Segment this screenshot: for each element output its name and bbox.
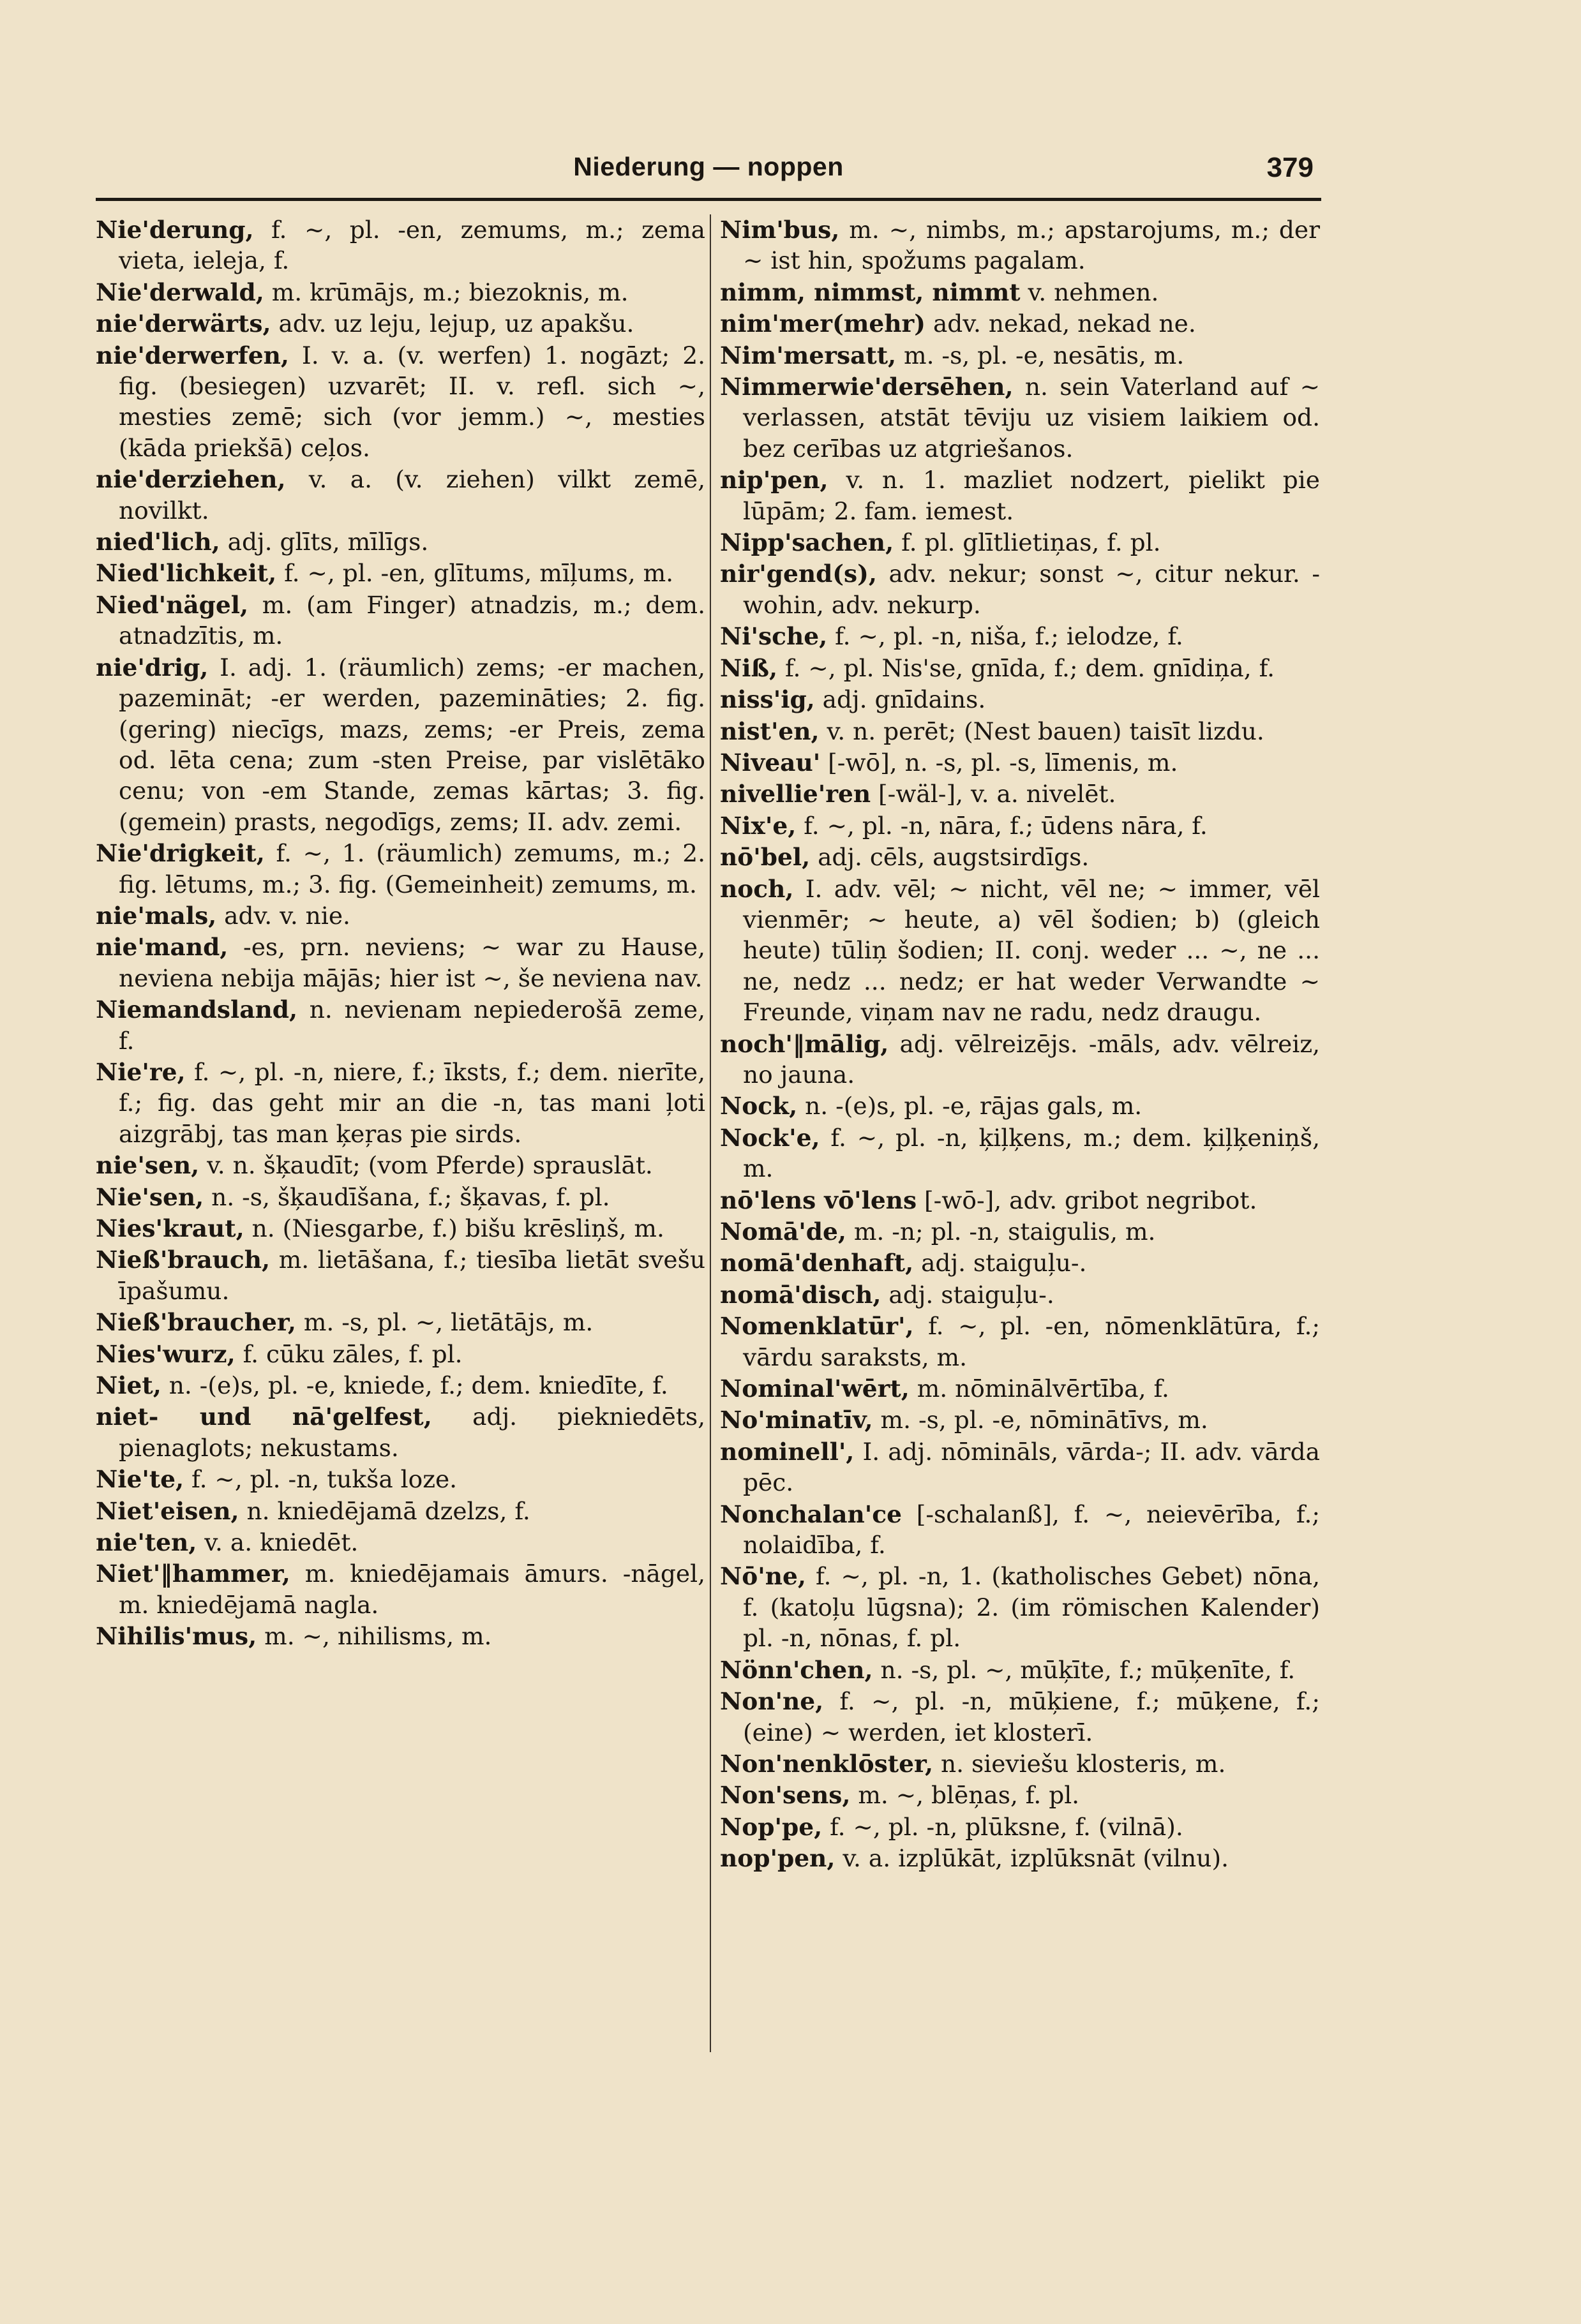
entry-headword: nie'derziehen,	[96, 465, 286, 494]
entry-headword: nomā'disch,	[720, 1280, 881, 1309]
entry-definition: adj. gnīdains.	[822, 685, 986, 714]
dictionary-entry	[96, 590, 705, 652]
right-column	[720, 214, 1320, 1875]
entry-definition: f. ~, pl. -n, ķiļķens, m.; dem. ķiļķeniņš, m.	[743, 1123, 1320, 1183]
entry-headword: nie'drig,	[96, 653, 209, 682]
entry-definition: v. n. 1. mazliet nodzert, pielikt pie lūpām; 2. fam. iemest.	[743, 466, 1320, 525]
entry-headword: Niet,	[96, 1371, 161, 1400]
entry-definition: m. kniedējamais āmurs. -nāgel, m. kniedējamā nagla.	[119, 1560, 705, 1619]
dictionary-entry	[96, 994, 705, 1056]
entry-headword: nie'ten,	[96, 1528, 197, 1557]
dictionary-entry	[720, 465, 1320, 526]
entry-headword: Nominal'wērt,	[720, 1374, 910, 1403]
entry-headword: Nieß'brauch,	[96, 1246, 271, 1274]
dictionary-entry	[96, 932, 705, 994]
dictionary-entry	[720, 214, 1320, 276]
entry-definition: adj. piekniedēts, pienaglots; nekustams.	[119, 1403, 706, 1462]
entry-headword: nivellie'ren	[720, 780, 871, 808]
entry-definition: v. nehmen.	[1028, 278, 1159, 306]
dictionary-entry	[96, 900, 705, 931]
dictionary-entry	[96, 1496, 705, 1526]
entry-headword: nip'pen,	[720, 466, 828, 495]
entry-headword: nop'pen,	[720, 1844, 835, 1873]
entry-headword: Nipp'sachen,	[720, 528, 894, 557]
entry-headword: nie'derwerfen,	[96, 341, 289, 369]
entry-definition: n. -s, šķaudīšana, f.; šķavas, f. pl.	[211, 1182, 610, 1211]
entry-definition: adj. vēlreizējs. -māls, adv. vēlreiz, no jauna.	[743, 1029, 1320, 1089]
dictionary-entry	[720, 1185, 1320, 1216]
entry-definition: f. ~, pl. -n, niere, f.; īksts, f.; dem. nierīte, f.; fig. das geht mir an die -n, tas mani ļoti aizgrābj, tas man ķeŗas pie sirds.	[119, 1057, 705, 1148]
dictionary-entry	[720, 1561, 1320, 1653]
dictionary-entry	[720, 1780, 1320, 1810]
entry-definition: f. ~, pl. Nis'se, gnīda, f.; dem. gnīdiņa, f.	[785, 653, 1275, 682]
entry-headword: noch,	[720, 874, 794, 903]
entry-headword: nie'derwärts,	[96, 309, 271, 338]
dictionary-entry	[96, 1213, 705, 1244]
dictionary-entry	[720, 527, 1320, 558]
dictionary-entry	[720, 1091, 1320, 1121]
entry-definition: f. ~, pl. -en, zemums, m.; zema vieta, ieleja, f.	[119, 216, 705, 275]
entry-definition: m. -s, pl. -e, nōminātīvs, m.	[880, 1406, 1208, 1434]
dictionary-entry	[96, 1057, 705, 1149]
dictionary-entry	[720, 558, 1320, 620]
dictionary-entry	[720, 716, 1320, 747]
dictionary-entry	[96, 340, 705, 464]
entry-headword: Nimmerwie'dersēhen,	[720, 373, 1014, 401]
entry-definition: adv. nekur; sonst ~, citur nekur. -wohin, adv. nekurp.	[743, 560, 1321, 619]
entry-headword: nomā'denhaft,	[720, 1249, 914, 1277]
dictionary-entry	[96, 1401, 705, 1463]
entry-definition: m. lietāšana, f.; tiesība lietāt svešu īpašumu.	[119, 1246, 705, 1305]
dictionary-entry	[96, 1558, 705, 1620]
dictionary-entry	[720, 684, 1320, 715]
column-divider	[710, 214, 711, 2052]
entry-definition: n. sieviešu klosteris, m.	[940, 1749, 1226, 1778]
dictionary-entry	[96, 558, 705, 588]
entry-headword: Nied'lichkeit,	[96, 559, 277, 588]
entry-definition: -es, prn. neviens; ~ war zu Hause, neviena nebija mājās; hier ist ~, še neviena nav.	[119, 933, 706, 992]
entry-definition: n. (Niesgarbe, f.) bišu krēsliņš, m.	[251, 1214, 664, 1242]
entry-definition: f. ~, pl. -n, niša, f.; ielodze, f.	[835, 622, 1183, 651]
entry-headword: nist'en,	[720, 717, 820, 745]
entry-definition: I. adj. nōmināls, vārda-; II. adv. vārda pēc.	[743, 1437, 1320, 1497]
entry-definition: m. krūmājs, m.; biezoknis, m.	[271, 278, 629, 306]
entry-definition: n. -s, pl. ~, mūķīte, f.; mūķenīte, f.	[880, 1655, 1296, 1684]
entry-headword: Non'sens,	[720, 1781, 851, 1810]
entry-headword: Nönn'chen,	[720, 1655, 873, 1684]
entry-definition: f. ~, pl. -en, glītums, mīļums, m.	[284, 559, 674, 588]
entry-definition: v. a. izplūkāt, izplūksnāt (vilnu).	[843, 1844, 1229, 1873]
dictionary-entry	[96, 277, 705, 308]
entry-definition: n. -(e)s, pl. -e, rājas gals, m.	[805, 1092, 1143, 1121]
dictionary-entry	[96, 652, 705, 837]
entry-definition: f. ~, pl. -n, nāra, f.; ūdens nāra, f.	[804, 811, 1208, 840]
entry-headword: noch'‖mālig,	[720, 1029, 889, 1058]
entry-headword: nimm, nimmst, nimmt	[720, 278, 1021, 306]
dictionary-entry	[720, 1279, 1320, 1310]
dictionary-entry	[720, 653, 1320, 683]
entry-headword: No'minatīv,	[720, 1406, 873, 1434]
dictionary-entry	[720, 1686, 1320, 1748]
dictionary-entry	[720, 1216, 1320, 1247]
dictionary-entry	[720, 340, 1320, 371]
entry-headword: Nies'wurz,	[96, 1339, 236, 1368]
entry-definition: f. ~, pl. -en, nōmenklātūra, f.; vārdu saraksts, m.	[743, 1312, 1320, 1371]
entry-headword: Nie'derung,	[96, 216, 254, 244]
entry-definition: adv. nekad, nekad ne.	[933, 309, 1196, 338]
entry-definition: I. v. a. (v. werfen) 1. nogāzt; 2. fig. (besiegen) uzvarēt; II. v. refl. sich ~, mesties zemē; sich (vor jemm.) ~, mesties (kāda priekšā) ceļos.	[119, 341, 705, 462]
dictionary-entry	[720, 778, 1320, 809]
entry-definition: adj. staiguļu-.	[888, 1280, 1054, 1309]
dictionary-entry	[96, 1370, 705, 1401]
dictionary-entry	[720, 1029, 1320, 1091]
entry-headword: Nie'sen,	[96, 1182, 204, 1211]
entry-definition: f. ~, pl. -n, tukša loze.	[191, 1465, 458, 1494]
entry-definition: adv. v. nie.	[224, 901, 350, 930]
entry-definition: [-wō], n. -s, pl. -s, līmenis, m.	[828, 748, 1178, 777]
entry-definition: v. a. kniedēt.	[204, 1528, 359, 1557]
entry-headword: nominell',	[720, 1437, 855, 1466]
entry-definition: m. ~, nimbs, m.; apstarojums, m.; der ~ ist hin, spožums pagalam.	[743, 216, 1321, 275]
entry-definition: v. n. perēt; (Nest bauen) taisīt lizdu.	[827, 717, 1264, 745]
entry-definition: f. cūku zāles, f. pl.	[243, 1339, 463, 1368]
entry-headword: Niet'eisen,	[96, 1496, 239, 1525]
entry-definition: m. (am Finger) atnadzis, m.; dem. atnadzītis, m.	[119, 590, 705, 650]
entry-definition: [-wō-], adv. gribot negribot.	[924, 1186, 1257, 1214]
entry-headword: Niemandsland,	[96, 995, 298, 1024]
entry-headword: Nieß'braucher,	[96, 1308, 296, 1337]
dictionary-entry	[96, 1464, 705, 1494]
entry-headword: Ni'sche,	[720, 622, 828, 651]
entry-definition: n. -(e)s, pl. -e, kniede, f.; dem. kniedīte, f.	[169, 1371, 668, 1400]
entry-definition: adj. staiguļu-.	[921, 1249, 1087, 1277]
dictionary-entry	[720, 1248, 1320, 1278]
entry-headword: nie'sen,	[96, 1151, 200, 1180]
dictionary-entry	[720, 1122, 1320, 1184]
entry-definition: [-schalanß], f. ~, neievērība, f.; nolaidība, f.	[743, 1500, 1320, 1560]
dictionary-entry	[96, 1307, 705, 1337]
entry-headword: Nock,	[720, 1092, 798, 1121]
entry-headword: Non'nenklōster,	[720, 1749, 934, 1778]
entry-definition: I. adj. 1. (räumlich) zems; -er machen, pazemināt; -er werden, pazemināties; 2. fig. (gering) niecīgs, mazs, zems; -er Preis, zema od. lēta cena; zum -sten Preise, par vislētāko cenu; von -em Stande, zemas kārtas; 3. fig. (gemein) prasts, negodīgs, zems; II. adv. zemi.	[119, 653, 705, 836]
entry-headword: Nock'e,	[720, 1123, 820, 1152]
dictionary-entry	[720, 1812, 1320, 1842]
entry-definition: n. sein Vaterland auf ~ verlassen, atstāt tēviju uz visiem laikiem od. bez cerības uz atgriešanos.	[743, 373, 1320, 463]
entry-headword: Niet'‖hammer,	[96, 1560, 290, 1588]
entry-headword: niet- und nā'gelfest,	[96, 1403, 432, 1431]
dictionary-entry	[720, 1373, 1320, 1404]
dictionary-entry	[96, 214, 705, 276]
entry-definition: m. ~, nihilisms, m.	[264, 1622, 492, 1651]
entry-definition: I. adv. vēl; ~ nicht, vēl ne; ~ immer, vēl vienmēr; ~ heute, a) vēl šodien; b) (gleich heute) tūliņ šodien; II. conj. weder ... ~, ne ... ne, nedz ... nedz; er hat weder Verwandte ~ Freunde, viņam nav ne radu, nedz draugu.	[743, 874, 1321, 1027]
running-head: Niederung — noppen	[573, 152, 844, 181]
entry-definition: m. -s, pl. ~, lietātājs, m.	[303, 1308, 594, 1337]
entry-definition: f. pl. glītlietiņas, f. pl.	[901, 528, 1161, 557]
dictionary-entry	[96, 464, 705, 526]
entry-headword: Nied'nägel,	[96, 590, 249, 619]
dictionary-entry	[720, 747, 1320, 778]
entry-definition: m. nōminālvērtība, f.	[917, 1374, 1169, 1403]
entry-definition: [-wäl-], v. a. nivelēt.	[878, 780, 1116, 808]
entry-headword: nō'bel,	[720, 843, 811, 872]
entry-definition: v. n. šķaudīt; (vom Pferde) sprauslāt.	[207, 1151, 653, 1180]
dictionary-entry	[720, 621, 1320, 652]
dictionary-entry	[96, 308, 705, 339]
dictionary-entry	[720, 842, 1320, 872]
entry-definition: f. ~, pl. -n, 1. (katholisches Gebet) nōna, f. (katoļu lūgsna); 2. (im römischen Kalender) pl. -n, nōnas, f. pl.	[743, 1562, 1320, 1653]
entry-headword: Nihilis'mus,	[96, 1622, 257, 1651]
entry-headword: nie'mand,	[96, 933, 229, 962]
entry-headword: Nop'pe,	[720, 1812, 823, 1841]
entry-headword: Nonchalan'ce	[720, 1500, 902, 1528]
dictionary-entry	[720, 1655, 1320, 1685]
dictionary-entry	[720, 308, 1320, 339]
left-column	[96, 214, 705, 1653]
entry-headword: Non'ne,	[720, 1687, 824, 1716]
dictionary-entry	[720, 1311, 1320, 1373]
entry-definition: adv. uz leju, lejup, uz apakšu.	[278, 309, 634, 338]
dictionary-entry	[720, 810, 1320, 841]
entry-headword: Nie'drigkeit,	[96, 839, 265, 868]
entry-definition: v. a. (v. ziehen) vilkt zemē, novilkt.	[119, 465, 705, 525]
dictionary-entry	[720, 371, 1320, 464]
entry-headword: nir'gend(s),	[720, 560, 877, 588]
entry-definition: adj. cēls, augstsirdīgs.	[818, 843, 1090, 872]
entry-definition: n. kniedējamā dzelzs, f.	[246, 1496, 530, 1525]
entry-headword: nie'mals,	[96, 901, 217, 930]
entry-definition: f. ~, pl. -n, plūksne, f. (vilnā).	[830, 1812, 1183, 1841]
dictionary-entry	[720, 1404, 1320, 1435]
dictionary-entry	[720, 277, 1320, 308]
dictionary-entry	[96, 1182, 705, 1212]
entry-headword: Nomā'de,	[720, 1218, 846, 1246]
entry-definition: n. nevienam nepiederošā zeme, f.	[119, 995, 706, 1055]
entry-headword: Nix'e,	[720, 811, 797, 840]
entry-headword: Niveau'	[720, 748, 821, 777]
dictionary-entry	[96, 1339, 705, 1369]
entry-headword: Nim'bus,	[720, 216, 840, 244]
page-number: 379	[1266, 152, 1314, 183]
dictionary-entry	[720, 1748, 1320, 1779]
dictionary-entry	[720, 1843, 1320, 1873]
dictionary-entry	[720, 1436, 1320, 1498]
entry-headword: Niß,	[720, 653, 778, 682]
entry-headword: niss'ig,	[720, 685, 815, 714]
entry-definition: m. ~, blēņas, f. pl.	[858, 1781, 1080, 1810]
dictionary-entry	[96, 526, 705, 557]
entry-definition: f. ~, pl. -n, mūķiene, f.; mūķene, f.; (eine) ~ werden, iet klosterī.	[743, 1687, 1320, 1747]
dictionary-entry	[96, 1527, 705, 1558]
entry-definition: m. -s, pl. -e, nesātis, m.	[904, 341, 1185, 369]
dictionary-entry	[96, 1244, 705, 1306]
entry-headword: Nies'kraut,	[96, 1214, 244, 1242]
entry-headword: nō'lens vō'lens	[720, 1186, 917, 1214]
dictionary-entry	[96, 838, 705, 900]
dictionary-entry	[96, 1150, 705, 1181]
entry-headword: nim'mer(mehr)	[720, 309, 926, 338]
dictionary-entry	[720, 874, 1320, 1028]
entry-definition: adj. glīts, mīlīgs.	[227, 528, 429, 556]
entry-headword: Nomenklatūr',	[720, 1312, 914, 1341]
dictionary-entry	[96, 1621, 705, 1651]
entry-headword: Nō'ne,	[720, 1562, 806, 1591]
entry-headword: Nie'te,	[96, 1465, 184, 1494]
entry-definition: m. -n; pl. -n, staigulis, m.	[853, 1218, 1156, 1246]
entry-headword: nied'lich,	[96, 528, 220, 556]
entry-definition: f. ~, 1. (räumlich) zemums, m.; 2. fig. lētums, m.; 3. fig. (Gemeinheit) zemums, m.	[119, 839, 706, 898]
page-header	[96, 152, 1321, 201]
entry-headword: Nie're,	[96, 1057, 186, 1086]
dictionary-entry	[720, 1499, 1320, 1561]
entry-headword: Nim'mersatt,	[720, 341, 897, 369]
entry-headword: Nie'derwald,	[96, 278, 264, 306]
